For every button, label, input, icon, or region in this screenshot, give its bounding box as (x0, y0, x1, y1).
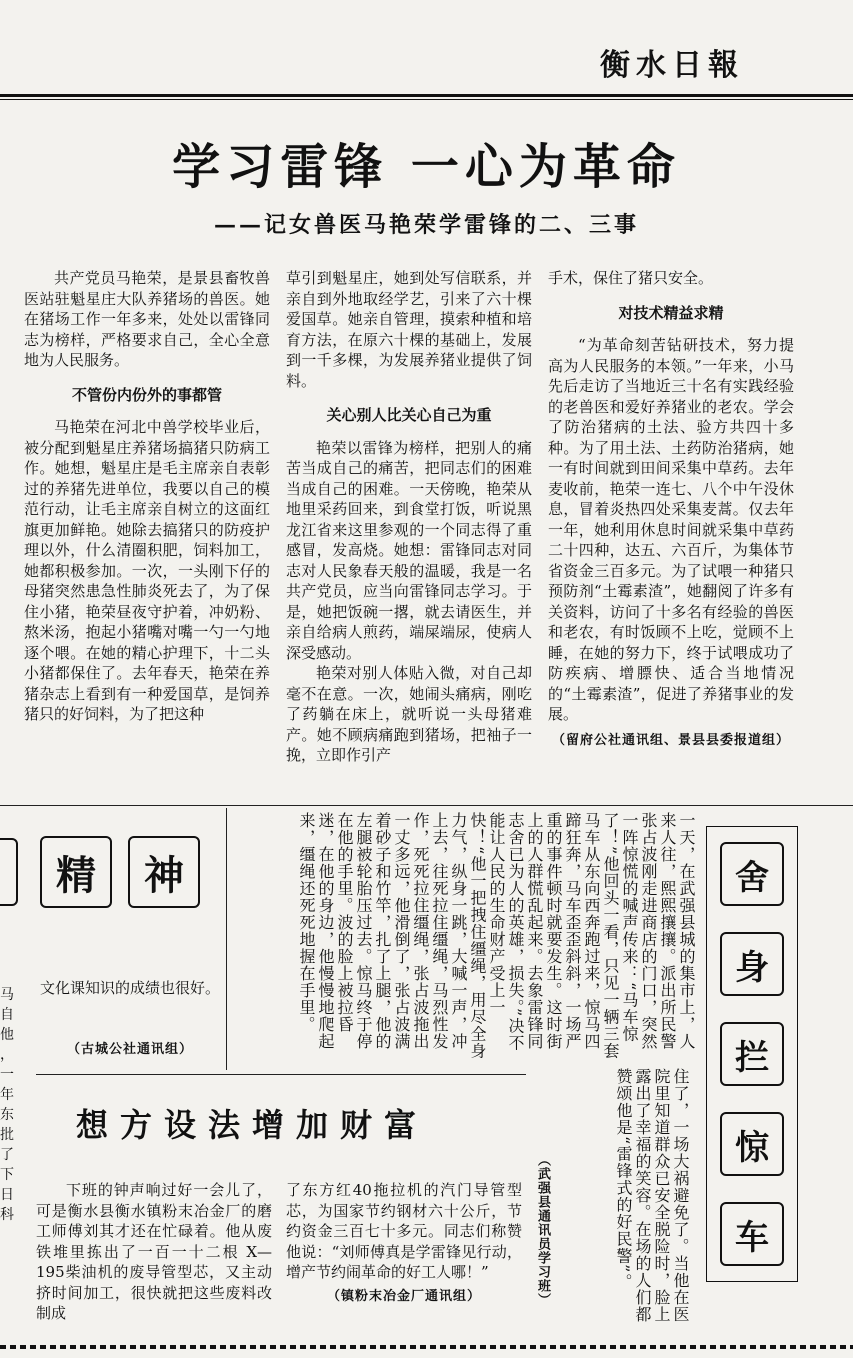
article1-intro: 共产党员马艳荣，是景县畜牧兽医站驻魁星庄大队养猪场的兽医。她在猪场工作一年多来，处处以雷锋同志为榜样，严格要求自己，全心全意地为人民服务。 (24, 269, 270, 369)
article2-title-box-2: 身 (720, 932, 784, 996)
article2-text-1: 一天，在武强县城的集市上，人来人往，熙熙攘攘。派出所民警张占波刚走进商店的门口，突然一阵惊慌的喊声传来：“马车惊了！”他回头一看，只见一辆三套马车从东向西奔跑过来，惊马四蹄狂奔，马车歪歪斜斜， (563, 812, 696, 1060)
section2-paragraph-2: 艳荣对别人体贴入微，对自己却毫不在意。一次，她闹头痛病，刚吃了药躺在床上，就听说一头母猪难产。她不顾病痛跑到猪场，把袖子一挽，立即作引产 (286, 664, 532, 764)
article4-top-rule (36, 1074, 526, 1075)
article3-title-box-2: 神 (128, 836, 200, 908)
section2-heading: 关心别人比关心自己为重 (326, 406, 492, 424)
footer-decorative-rule (0, 1345, 853, 1349)
article3-credit: （古城公社通讯组） (66, 1042, 193, 1057)
section-divider (0, 805, 853, 806)
left-column-fragments (0, 985, 22, 1225)
column-divider (226, 808, 227, 1070)
fragment: 自 (0, 1007, 14, 1023)
article2-title-box-3: 拦 (720, 1022, 784, 1086)
fragment: 科 (0, 1207, 14, 1223)
col2-continuation: 草引到魁星庄，她到处写信联系，并亲自到外地取经学艺，引来了六十棵爱国草。她亲自管理，摸索种植和培育方法，在原六十棵的基础上，发展到一千多棵，为发展养猪业提供了饲料。 (286, 269, 532, 390)
article1-column-3 (548, 268, 794, 751)
article3-paragraph: 文化课知识的成绩也很好。 (40, 979, 221, 997)
article1-subheadline: ——记女兽医马艳荣学雷锋的二、三事 (213, 212, 639, 238)
section1-paragraph: 马艳荣在河北中兽学校毕业后，被分配到魁星庄养猪场搞猪只防病工作。她想，魁星庄是毛主席亲自表彰过的养猪先进单位，我要以自己的模范行动，让毛主席亲自树立的这面红旗更加鲜艳。她除去搞猪只的防疫护理以外，什么清圈积肥，饲料加工，她都积极参加。一次，一头刚下仔的母猪突然患急性肺炎死去了，为了保住小猪，艳荣昼夜守护着，冲奶粉、熬米汤，抱起小猪嘴对嘴一勺一勺地逐个喂。在她的精心护理下，十二头小猪都保住了。去年春天，艳荣在养猪杂志上看到有一种爱国草，是饲养猪只的好饲料，为了把这种 (24, 418, 270, 723)
col3-continuation: 手术，保住了猪只安全。 (548, 269, 714, 287)
article4-column-2 (286, 1180, 522, 1307)
article2-title-box-4: 惊 (720, 1112, 784, 1176)
article4-paragraph-2: 了东方红40拖拉机的汽门导管型芯，为国家节约钢材六十公斤，节约资金三百七十多元。同志们称赞他说：“刘师傅真是学雷锋见行动，增产节约闹革命的好工人哪！” (286, 1181, 522, 1281)
article2-vertical-text (236, 812, 696, 1060)
fragment: 日 (0, 1187, 14, 1203)
article1-column-1 (24, 268, 270, 725)
header-rule (0, 94, 853, 97)
article4-paragraph-1: 下班的钟声响过好一会儿了，可是衡水县衡水镇粉末冶金厂的磨工师傅刘其才还在忙碌着。他从废铁堆里拣出了一百一十二根 X—195柴油机的废导管型芯，又主动挤时间加工，很快就把这些废料改制成 (36, 1181, 272, 1322)
article1-headline: 学习雷锋 一心为革命 (172, 139, 681, 195)
fragment: 他 (0, 1027, 14, 1043)
article2-text-4: 波的脸上被拉昏迷，在他的身边，他慢慢地爬起来，缰绳还死死地握在手里。 (297, 812, 354, 1050)
fragment: 马 (0, 987, 14, 1003)
article2-title-box-1: 舍 (720, 842, 784, 906)
fragment: 一年 (0, 1067, 14, 1103)
article1-column-2 (286, 268, 532, 766)
article2-text-5: 住了，一场大祸避免了。当他在医院里知道群众已安全脱险时，脸上露出了幸福的笑容。在场的人们都赞颂他是“雷锋式的好民警”。 (614, 1068, 690, 1323)
article2-text-2: 一场严重的事件顿时就要发生。这时街上的人群慌乱起来。去象雷锋同志舍已为人的英雄，损失。”决不能让人民的生命财产受上一快！“他一把拽住缰绳，用尽全身力气，纵身一跳，大喊一声，冲上去， (430, 812, 582, 1060)
newspaper-masthead: 衡水日報 (600, 48, 744, 83)
article3-title-box-1: 精 (40, 836, 112, 908)
fragment: 了下 (0, 1147, 14, 1183)
article1-credit: （留府公社通讯组、景县县委报道组） (551, 732, 790, 748)
fragment: 批 (0, 1127, 14, 1143)
section2-paragraph-1: 艳荣以雷锋为榜样，把别人的痛苦当成自己的痛苦，把同志们的困难当成自己的困难。一天傍晚，艳荣从地里采药回来，到食堂打饭，听说黑龙江省来这里参观的一个同志得了重感冒，发高烧。她想：雷锋同志对同志对人民象春天般的温暖，我是一名共产党员，应当向雷锋同志学习。于是，她把饭碗一撂，就去请医生，并亲自给病人煎药，端屎端尿，使病人深受感动。 (286, 438, 532, 662)
article2-text-3: 往死拉住缰绳，马烈性发作，死死拉住缰绳，张占波拖出一丈多远，他滑倒了，张占波满着砂子和竹竿，扎了上腿，他的左腿被轮胎压过去。惊马终于停在他的手里。 (335, 812, 449, 1050)
fragment: ， (0, 1047, 14, 1063)
article3-text (40, 978, 220, 999)
article4-column-1 (36, 1180, 272, 1324)
article4-credit: （镇粉末冶金厂通讯组） (326, 1288, 481, 1304)
article2-title-box-5: 车 (720, 1202, 784, 1266)
article2-credit: （武强县通讯员学习班） (535, 1153, 550, 1307)
article2-title-frame (706, 826, 798, 1282)
section3-paragraph: “为革命刻苦钻研技术，努力提高为人民服务的本领。”一年来，小马先后走访了当地近三十名有实践经验的老兽医和爱好养猪业的老农。学会了防治猪病的土法、验方共四十多种。为了用土法、土药防治猪病，她一有时间就到田间采集中草药。去年麦收前，艳荣一连七、八个中午没休息，冒着炎热四处采集麦蒿。仅去年一年，她利用休息时间就采集中草药二十四种，达五、六百斤，为集体节省资金三百多元。为了试喂一种猪只预防剂“土霉素渣”，她翻阅了许多有关资料，访问了十多名有经验的兽医和老农，有时饭顾不上吃，觉顾不上睡，在她的努力下，终于试喂成功了防疾病、增膘快、适合当地情况的“土霉素渣”，促进了养猪事业的发展。 (548, 336, 794, 723)
cropped-title-box (0, 838, 18, 906)
section3-heading: 对技术精益求精 (618, 303, 724, 322)
article4-headline: 想方设法增加财富 (76, 1106, 429, 1144)
article2-vertical-text-tail (560, 1068, 690, 1328)
header-rule-thin (0, 99, 853, 100)
section1-heading: 不管份内份外的事都管 (71, 385, 222, 404)
fragment: 东 (0, 1107, 14, 1123)
